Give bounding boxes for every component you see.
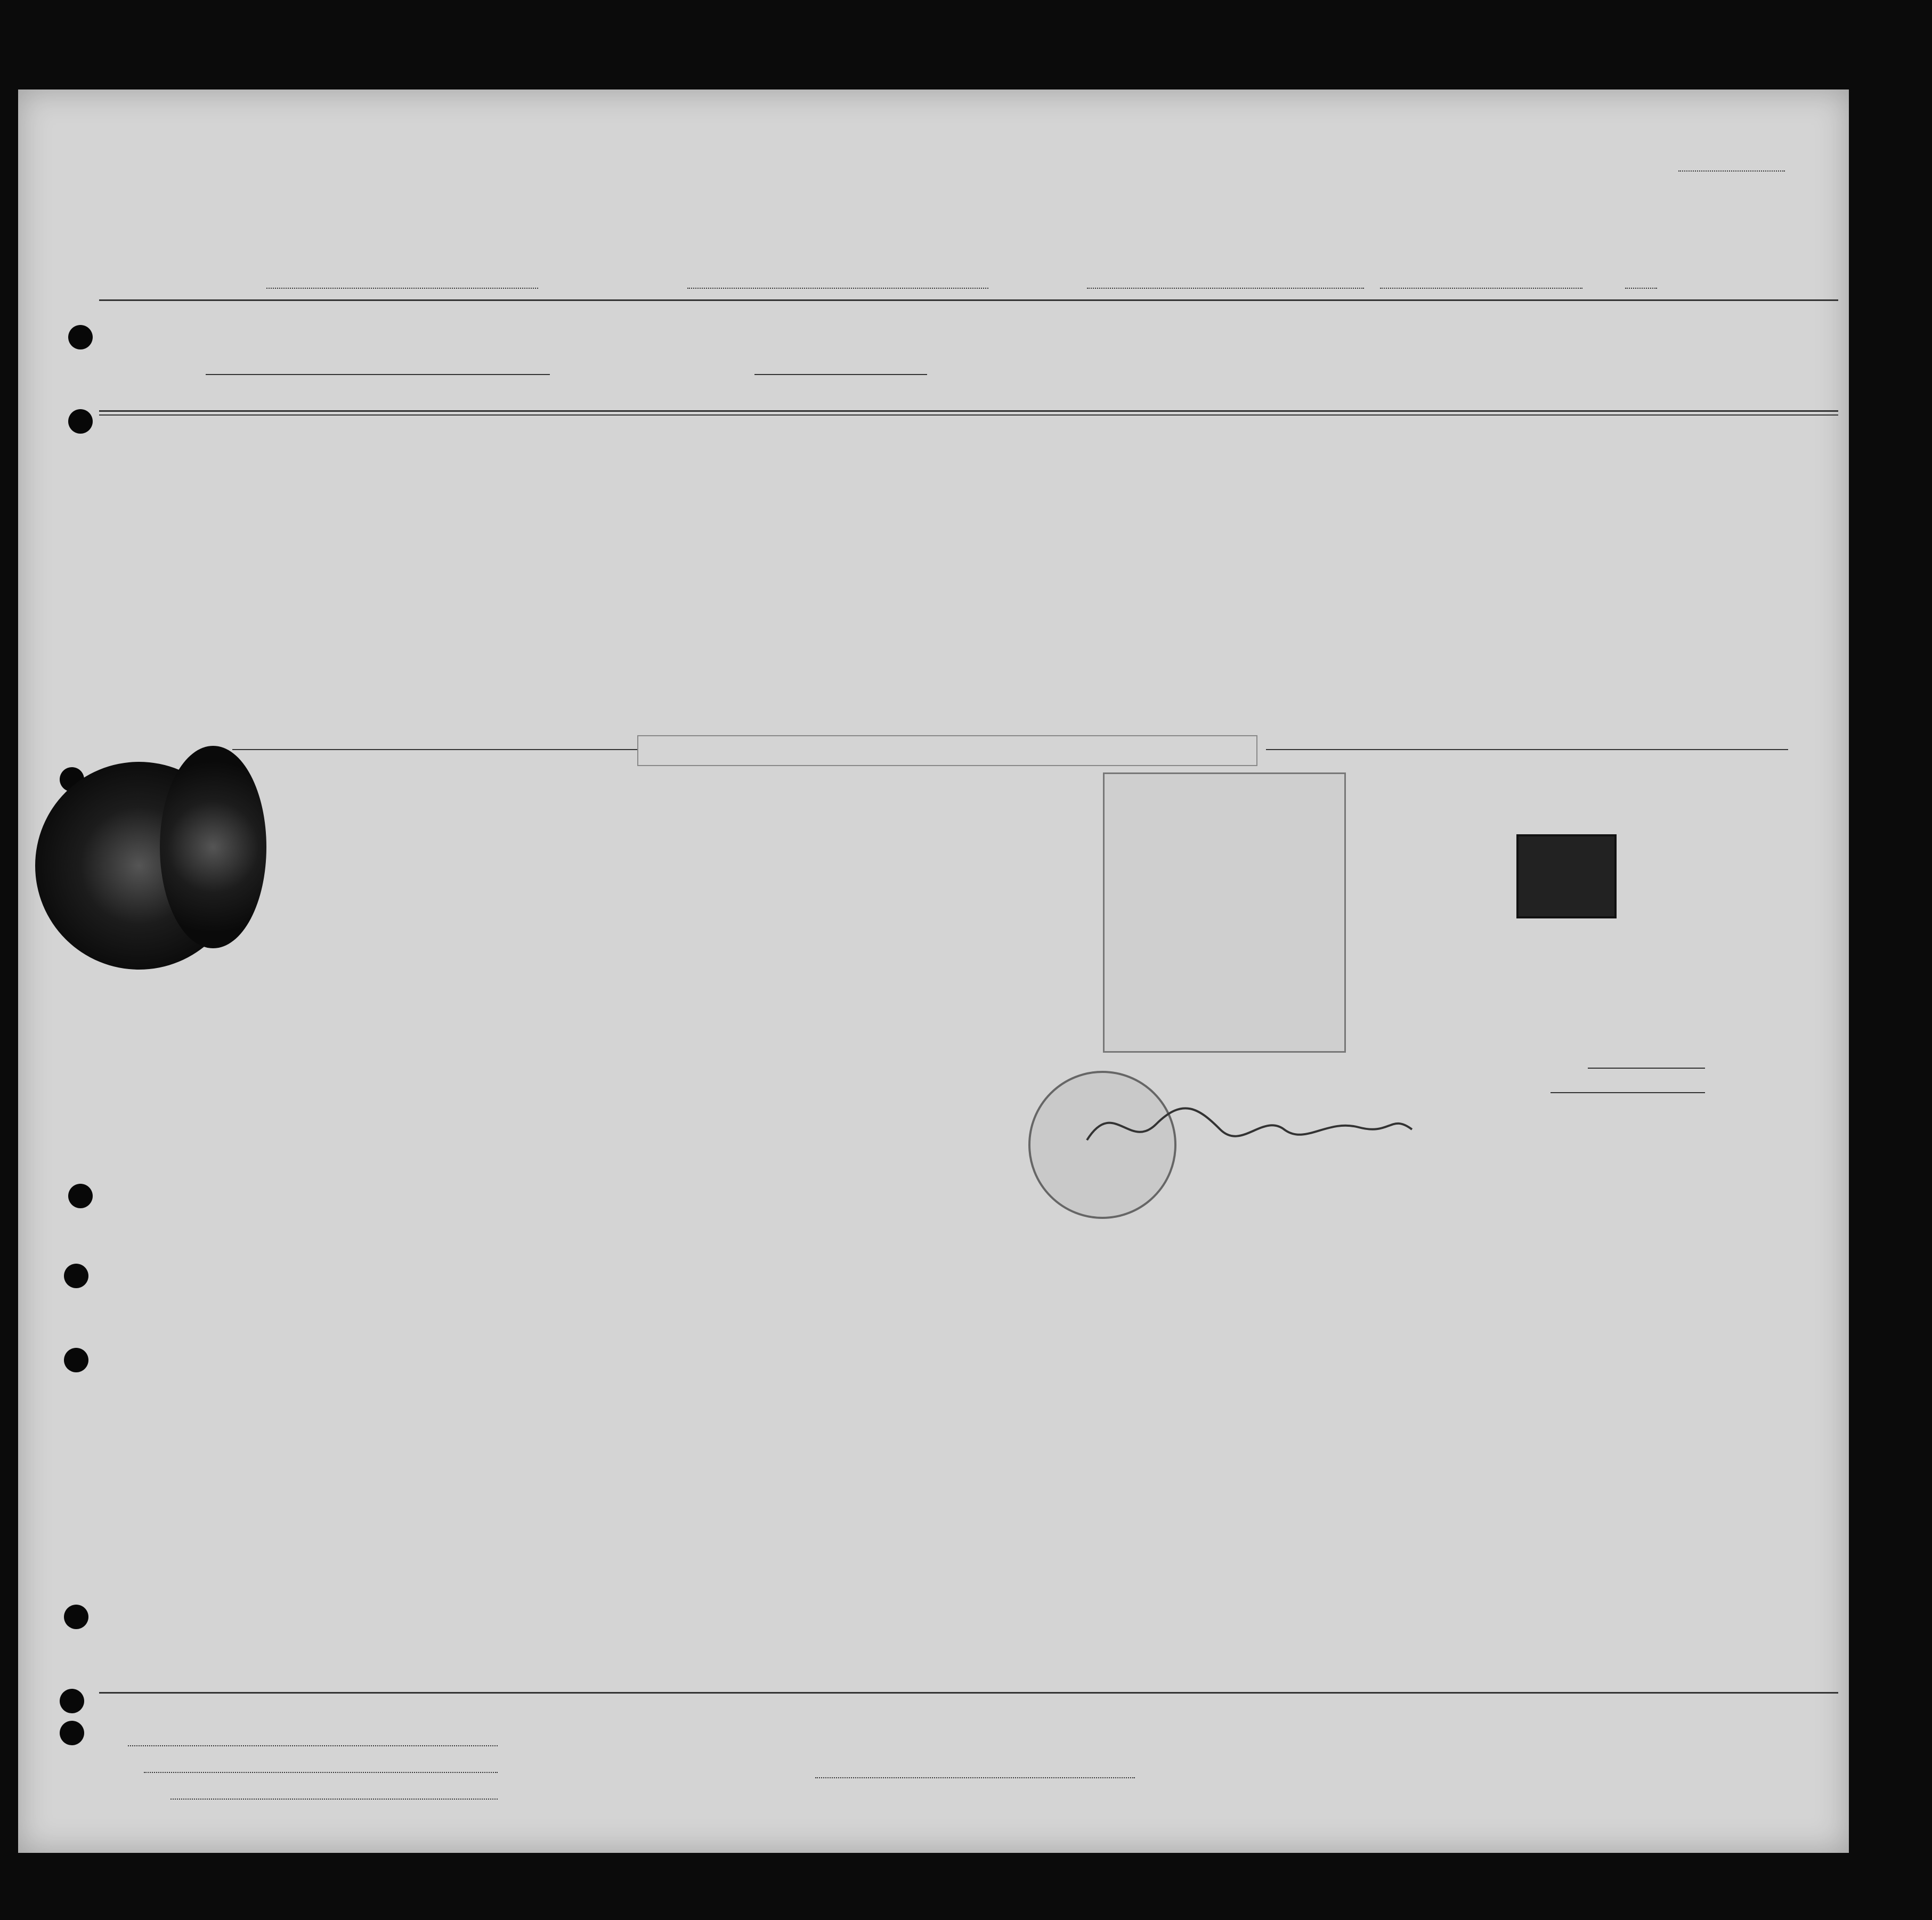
col-header-physical xyxy=(1407,314,1509,330)
col-header-service xyxy=(552,314,633,325)
col-header-age xyxy=(1029,314,1067,343)
closing-stamp xyxy=(637,735,1257,766)
punch-hole xyxy=(64,1605,88,1629)
wax-seal-right xyxy=(160,746,266,948)
col-header-action xyxy=(1684,314,1807,325)
consul-signature xyxy=(1082,1092,1423,1156)
col-header-name xyxy=(206,314,552,338)
punch-hole xyxy=(60,1721,84,1745)
manifest-sheet xyxy=(18,90,1849,1853)
col-header-sex xyxy=(1067,314,1102,343)
col-header-height xyxy=(1299,314,1352,343)
col-header-position xyxy=(633,314,753,343)
col-header-number xyxy=(107,314,133,325)
punch-hole xyxy=(64,1348,88,1372)
col-header-nationality xyxy=(1202,314,1298,343)
punch-hole xyxy=(68,325,93,349)
punch-hole xyxy=(64,1264,88,1288)
nonimmigrant-visa-stamp xyxy=(1103,772,1346,1053)
col-header-remarks xyxy=(1510,314,1682,330)
col-header-read xyxy=(978,314,1028,330)
col-header-discharged xyxy=(928,314,977,325)
col-header-shipped xyxy=(754,314,927,330)
col-header-previous-voyage xyxy=(140,314,202,325)
punch-hole xyxy=(68,1184,93,1208)
col-header-weight xyxy=(1353,314,1405,343)
punch-hole xyxy=(68,409,93,434)
fee-stamp xyxy=(1516,834,1617,918)
col-header-race xyxy=(1103,314,1201,343)
punch-hole xyxy=(60,1689,84,1713)
